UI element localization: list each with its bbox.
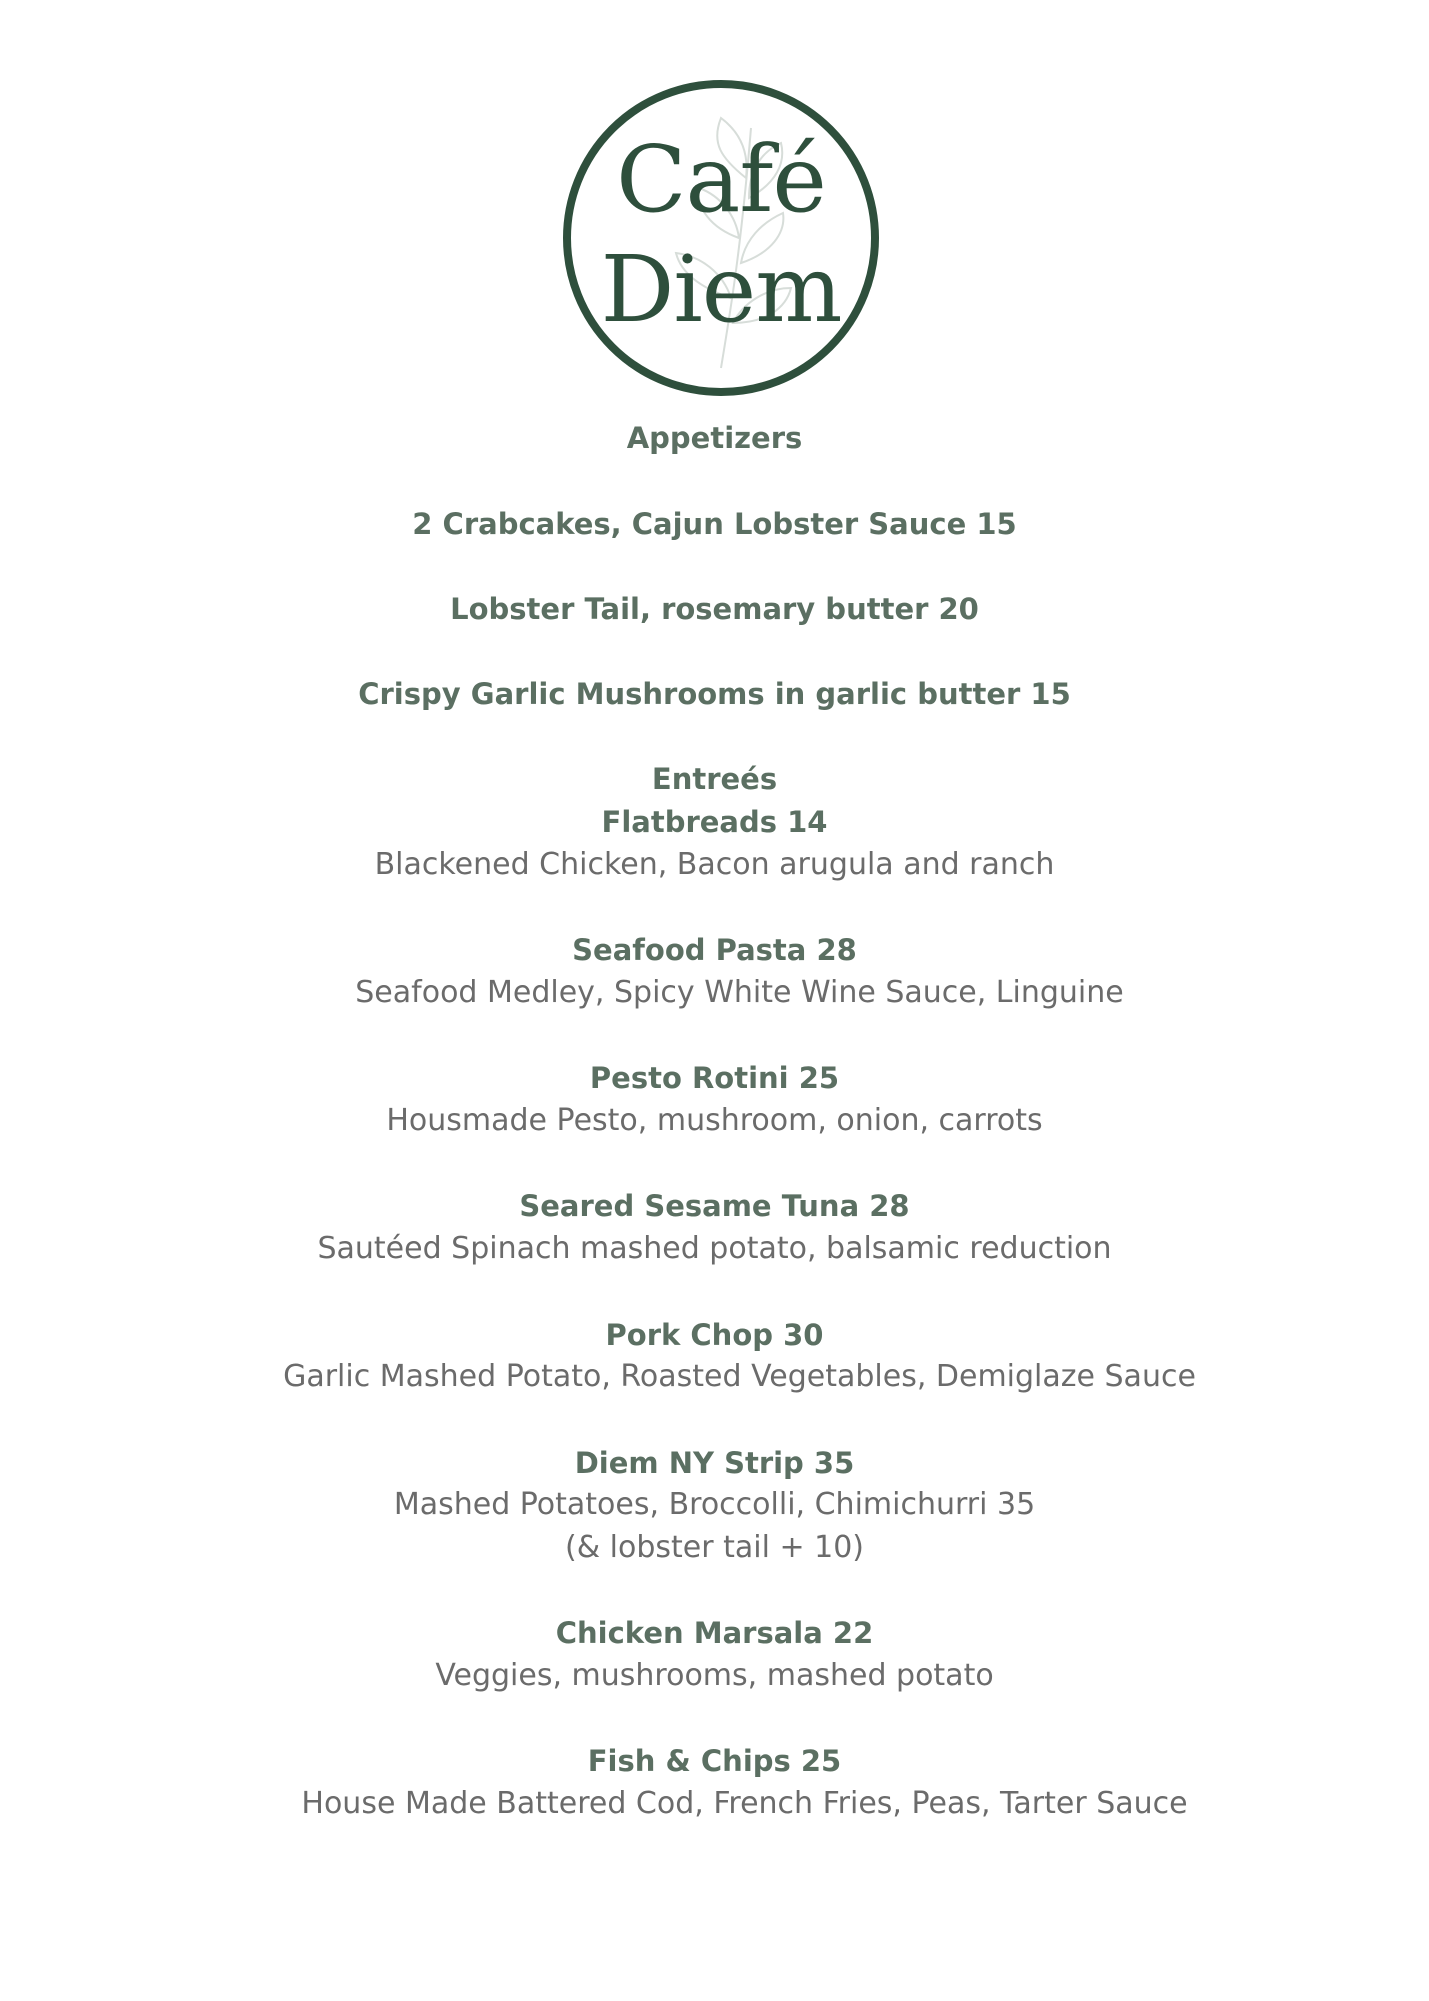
entree-note: (& lobster tail + 10) <box>565 1530 864 1565</box>
entree-title: Pesto Rotini 25 <box>589 1061 840 1095</box>
cafe-diem-logo <box>563 80 879 396</box>
appetizer-item: 2 Crabcakes, Cajun Lobster Sauce 15 <box>412 507 1017 541</box>
appetizer-item: Crispy Garlic Mushrooms in garlic butter 15 <box>358 677 1071 711</box>
entree-title: Seafood Pasta 28 <box>572 933 857 967</box>
entree-title: Diem NY Strip 35 <box>574 1446 855 1480</box>
entree-title: Chicken Marsala 22 <box>555 1616 874 1650</box>
logo-text-line2: Diem <box>600 236 842 343</box>
entree-description: House Made Battered Cod, French Fries, Peas, Tarter Sauce <box>301 1786 1188 1821</box>
appetizer-item: Lobster Tail, rosemary butter 20 <box>450 592 979 626</box>
entree-title: Fish & Chips 25 <box>587 1744 842 1778</box>
entree-title: Pork Chop 30 <box>605 1318 824 1352</box>
entree-description: Seafood Medley, Spicy White Wine Sauce, Linguine <box>355 975 1124 1010</box>
entree-description: Blackened Chicken, Bacon arugula and ranch <box>374 847 1055 882</box>
entree-description: Garlic Mashed Potato, Roasted Vegetables, Demiglaze Sauce <box>283 1359 1196 1394</box>
appetizers-heading: Appetizers <box>626 421 803 455</box>
logo-text-line1: Café <box>616 126 826 233</box>
entree-title: Flatbreads 14 <box>601 805 828 839</box>
entree-description: Housmade Pesto, mushroom, onion, carrots <box>386 1103 1043 1138</box>
entree-description: Sautéed Spinach mashed potato, balsamic reduction <box>317 1231 1112 1266</box>
entree-description: Veggies, mushrooms, mashed potato <box>435 1658 994 1693</box>
entrees-heading: Entreés <box>651 762 778 796</box>
entree-description: Mashed Potatoes, Broccolli, Chimichurri 35 <box>393 1487 1036 1522</box>
entree-title: Seared Sesame Tuna 28 <box>519 1189 910 1223</box>
